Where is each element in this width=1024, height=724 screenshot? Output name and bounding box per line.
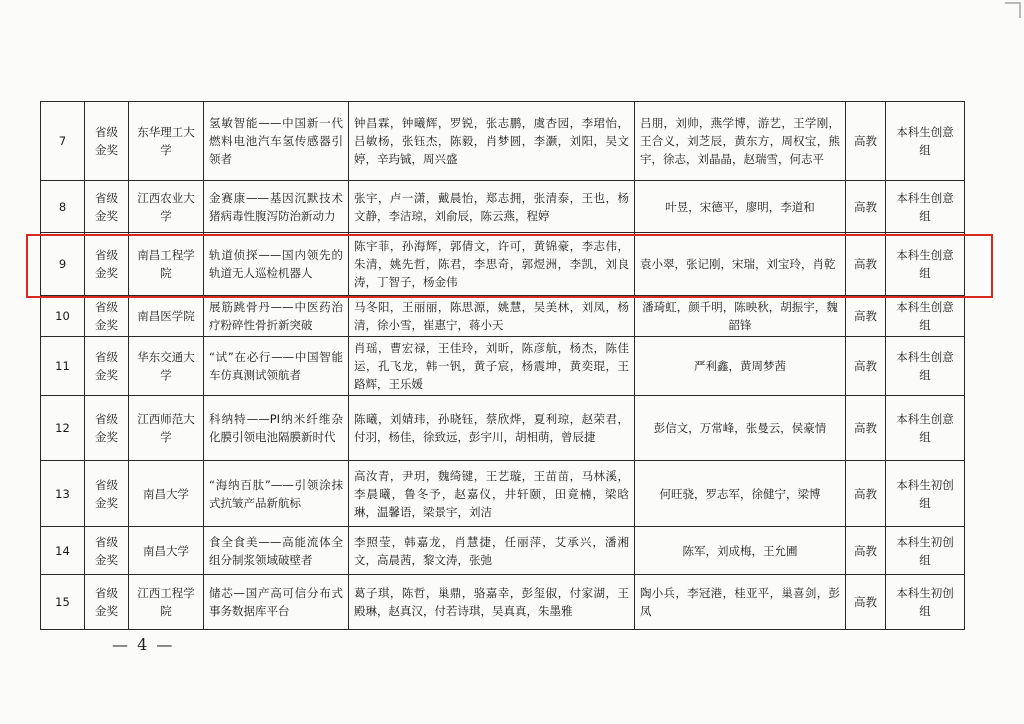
project-name: 科纳特——PI纳米纤维杂化膜引领电池隔膜新时代: [204, 396, 349, 461]
school-name: 南昌大学: [129, 461, 204, 527]
team-members: 葛子琪，陈哲，巢鼎，骆嘉幸，彭玺俶，付家湖，王殿琳，赵真汉，付若诗琪，吴真真，朱墨雅: [349, 575, 635, 630]
category: 高教: [846, 527, 886, 575]
group: 本科生创意组: [886, 102, 965, 181]
project-name: “试”在必行——中国智能车仿真测试领航者: [204, 337, 349, 396]
school-name: 华东交通大学: [129, 337, 204, 396]
page-corner: [1005, 2, 1021, 18]
team-members: 陈宇菲，孙海辉，郭倩文，许可，黄锦豪，李志伟，朱清，姚先哲，陈君，李思奇，郭煜洲，李凯，刘良涛，丁智子，杨金伟: [349, 233, 635, 296]
table-row: [41, 102, 965, 181]
group: 本科生创意组: [886, 396, 965, 461]
category: 高教: [846, 396, 886, 461]
school-name: 江西农业大学: [129, 181, 204, 233]
project-name: 轨道侦探——国内领先的轨道无人巡检机器人: [204, 233, 349, 296]
row-number: 8: [41, 181, 85, 233]
school-name: 南昌大学: [129, 527, 204, 575]
advisors: 严利鑫，黄周梦茜: [635, 337, 846, 396]
team-members: 肖瑶，曹宏禄，王佳玲，刘昕，陈彦航，杨杰，陈佳运，孔飞龙，韩一钒，黄子宸，杨震坤，黄奕琨，王路辉，王乐媛: [349, 337, 635, 396]
award-level: 省级金奖: [85, 396, 129, 461]
table-row: [41, 575, 965, 630]
advisors: 陶小兵，李冠港，桂亚平，巢喜剑，彭凤: [635, 575, 846, 630]
award-level: 省级金奖: [85, 233, 129, 296]
advisors: 潘琦虹，颜千明，陈映秋，胡振宇，魏韶锋: [635, 296, 846, 337]
project-name: “海纳百肽”——引领涂抹式抗皱产品新航标: [204, 461, 349, 527]
row-number: 10: [41, 296, 85, 337]
group: 本科生初创组: [886, 575, 965, 630]
group: 本科生初创组: [886, 527, 965, 575]
school-name: 东华理工大学: [129, 102, 204, 181]
table-row: [41, 396, 965, 461]
school-name: 南昌医学院: [129, 296, 204, 337]
project-name: 食全食美——高能流体全组分制浆领域破壁者: [204, 527, 349, 575]
category: 高教: [846, 181, 886, 233]
group: 本科生创意组: [886, 337, 965, 396]
category: 高教: [846, 575, 886, 630]
award-level: 省级金奖: [85, 527, 129, 575]
category: 高教: [846, 337, 886, 396]
team-members: 钟昌霖，钟曦辉，罗锐，张志鹏，虞杏园，李珺怡，吕敏杨，张钰杰，陈毅，肖梦圆，李灏，刘阳，吴文婷，辛玙铖，周兴盛: [349, 102, 635, 181]
page-number: — 4 —: [112, 635, 175, 654]
award-level: 省级金奖: [85, 296, 129, 337]
row-number: 15: [41, 575, 85, 630]
advisors: 彭信文，万常峰，张曼云，侯豪情: [635, 396, 846, 461]
team-members: 李照莹，韩嘉龙，肖慧捷，任丽萍，艾承兴，潘湘文，高晨茜，黎文涛，张弛: [349, 527, 635, 575]
project-name: 展筋跳骨丹——中医药治疗粉碎性骨折新突破: [204, 296, 349, 337]
table-row: [41, 233, 965, 296]
group: 本科生创意组: [886, 296, 965, 337]
advisors: 陈军，刘成梅，王允圃: [635, 527, 846, 575]
category: 高教: [846, 102, 886, 181]
row-number: 12: [41, 396, 85, 461]
advisors: 袁小翠，张记刚，宋瑞，刘宝玲，肖乾: [635, 233, 846, 296]
advisors: 吕朋，刘帅，燕学博，游艺，王学刚，王合义，刘芝辰，黄东方，周权宝，熊宇，徐志，刘晶晶，赵瑞雪，何志平: [635, 102, 846, 181]
team-members: 马冬阳，王丽丽，陈思源，姚慧，吴美林，刘凤，杨清，徐小雪，崔惠宁，蒋小天: [349, 296, 635, 337]
category: 高教: [846, 233, 886, 296]
row-number: 7: [41, 102, 85, 181]
group: 本科生创意组: [886, 181, 965, 233]
advisors: 何旺骁，罗志军，徐健宁，梁博: [635, 461, 846, 527]
advisors: 叶昱，宋德平，廖明，李道和: [635, 181, 846, 233]
row-number: 9: [41, 233, 85, 296]
award-level: 省级金奖: [85, 575, 129, 630]
award-level: 省级金奖: [85, 461, 129, 527]
project-name: 氢敏智能——中国新一代燃料电池汽车氢传感器引领者: [204, 102, 349, 181]
row-number: 14: [41, 527, 85, 575]
school-name: 江西师范大学: [129, 396, 204, 461]
category: 高教: [846, 296, 886, 337]
team-members: 高汝青，尹玥，魏绮键，王艺璇，王苗苗，马林溪，李晨曦，鲁冬予，赵嘉仪，井轩颐，田竟楠，梁晗琳，温馨语，梁景宇，刘洁: [349, 461, 635, 527]
project-name: 金赛康——基因沉默技术猪病毒性腹泻防治新动力: [204, 181, 349, 233]
table-row: [41, 527, 965, 575]
table-row: [41, 461, 965, 527]
row-number: 13: [41, 461, 85, 527]
group: 本科生创意组: [886, 233, 965, 296]
award-level: 省级金奖: [85, 181, 129, 233]
award-level: 省级金奖: [85, 337, 129, 396]
awards-table: [40, 101, 965, 630]
project-name: 储芯—国产高可信分布式事务数据库平台: [204, 575, 349, 630]
category: 高教: [846, 461, 886, 527]
row-number: 11: [41, 337, 85, 396]
group: 本科生初创组: [886, 461, 965, 527]
school-name: 南昌工程学院: [129, 233, 204, 296]
team-members: 陈曦，刘婧玮，孙晓钰，蔡欣烨，夏利琼，赵荣君，付羽，杨佳，徐致远，彭宇川，胡相萌，曾辰捷: [349, 396, 635, 461]
table-row: [41, 181, 965, 233]
table-row: [41, 337, 965, 396]
team-members: 张宇，卢一潇，戴晨怡，郑志拥，张清泰，王也，杨文静，李洁琼，刘俞辰，陈云燕，程婷: [349, 181, 635, 233]
table-row: [41, 296, 965, 337]
award-level: 省级金奖: [85, 102, 129, 181]
school-name: 江西工程学院: [129, 575, 204, 630]
